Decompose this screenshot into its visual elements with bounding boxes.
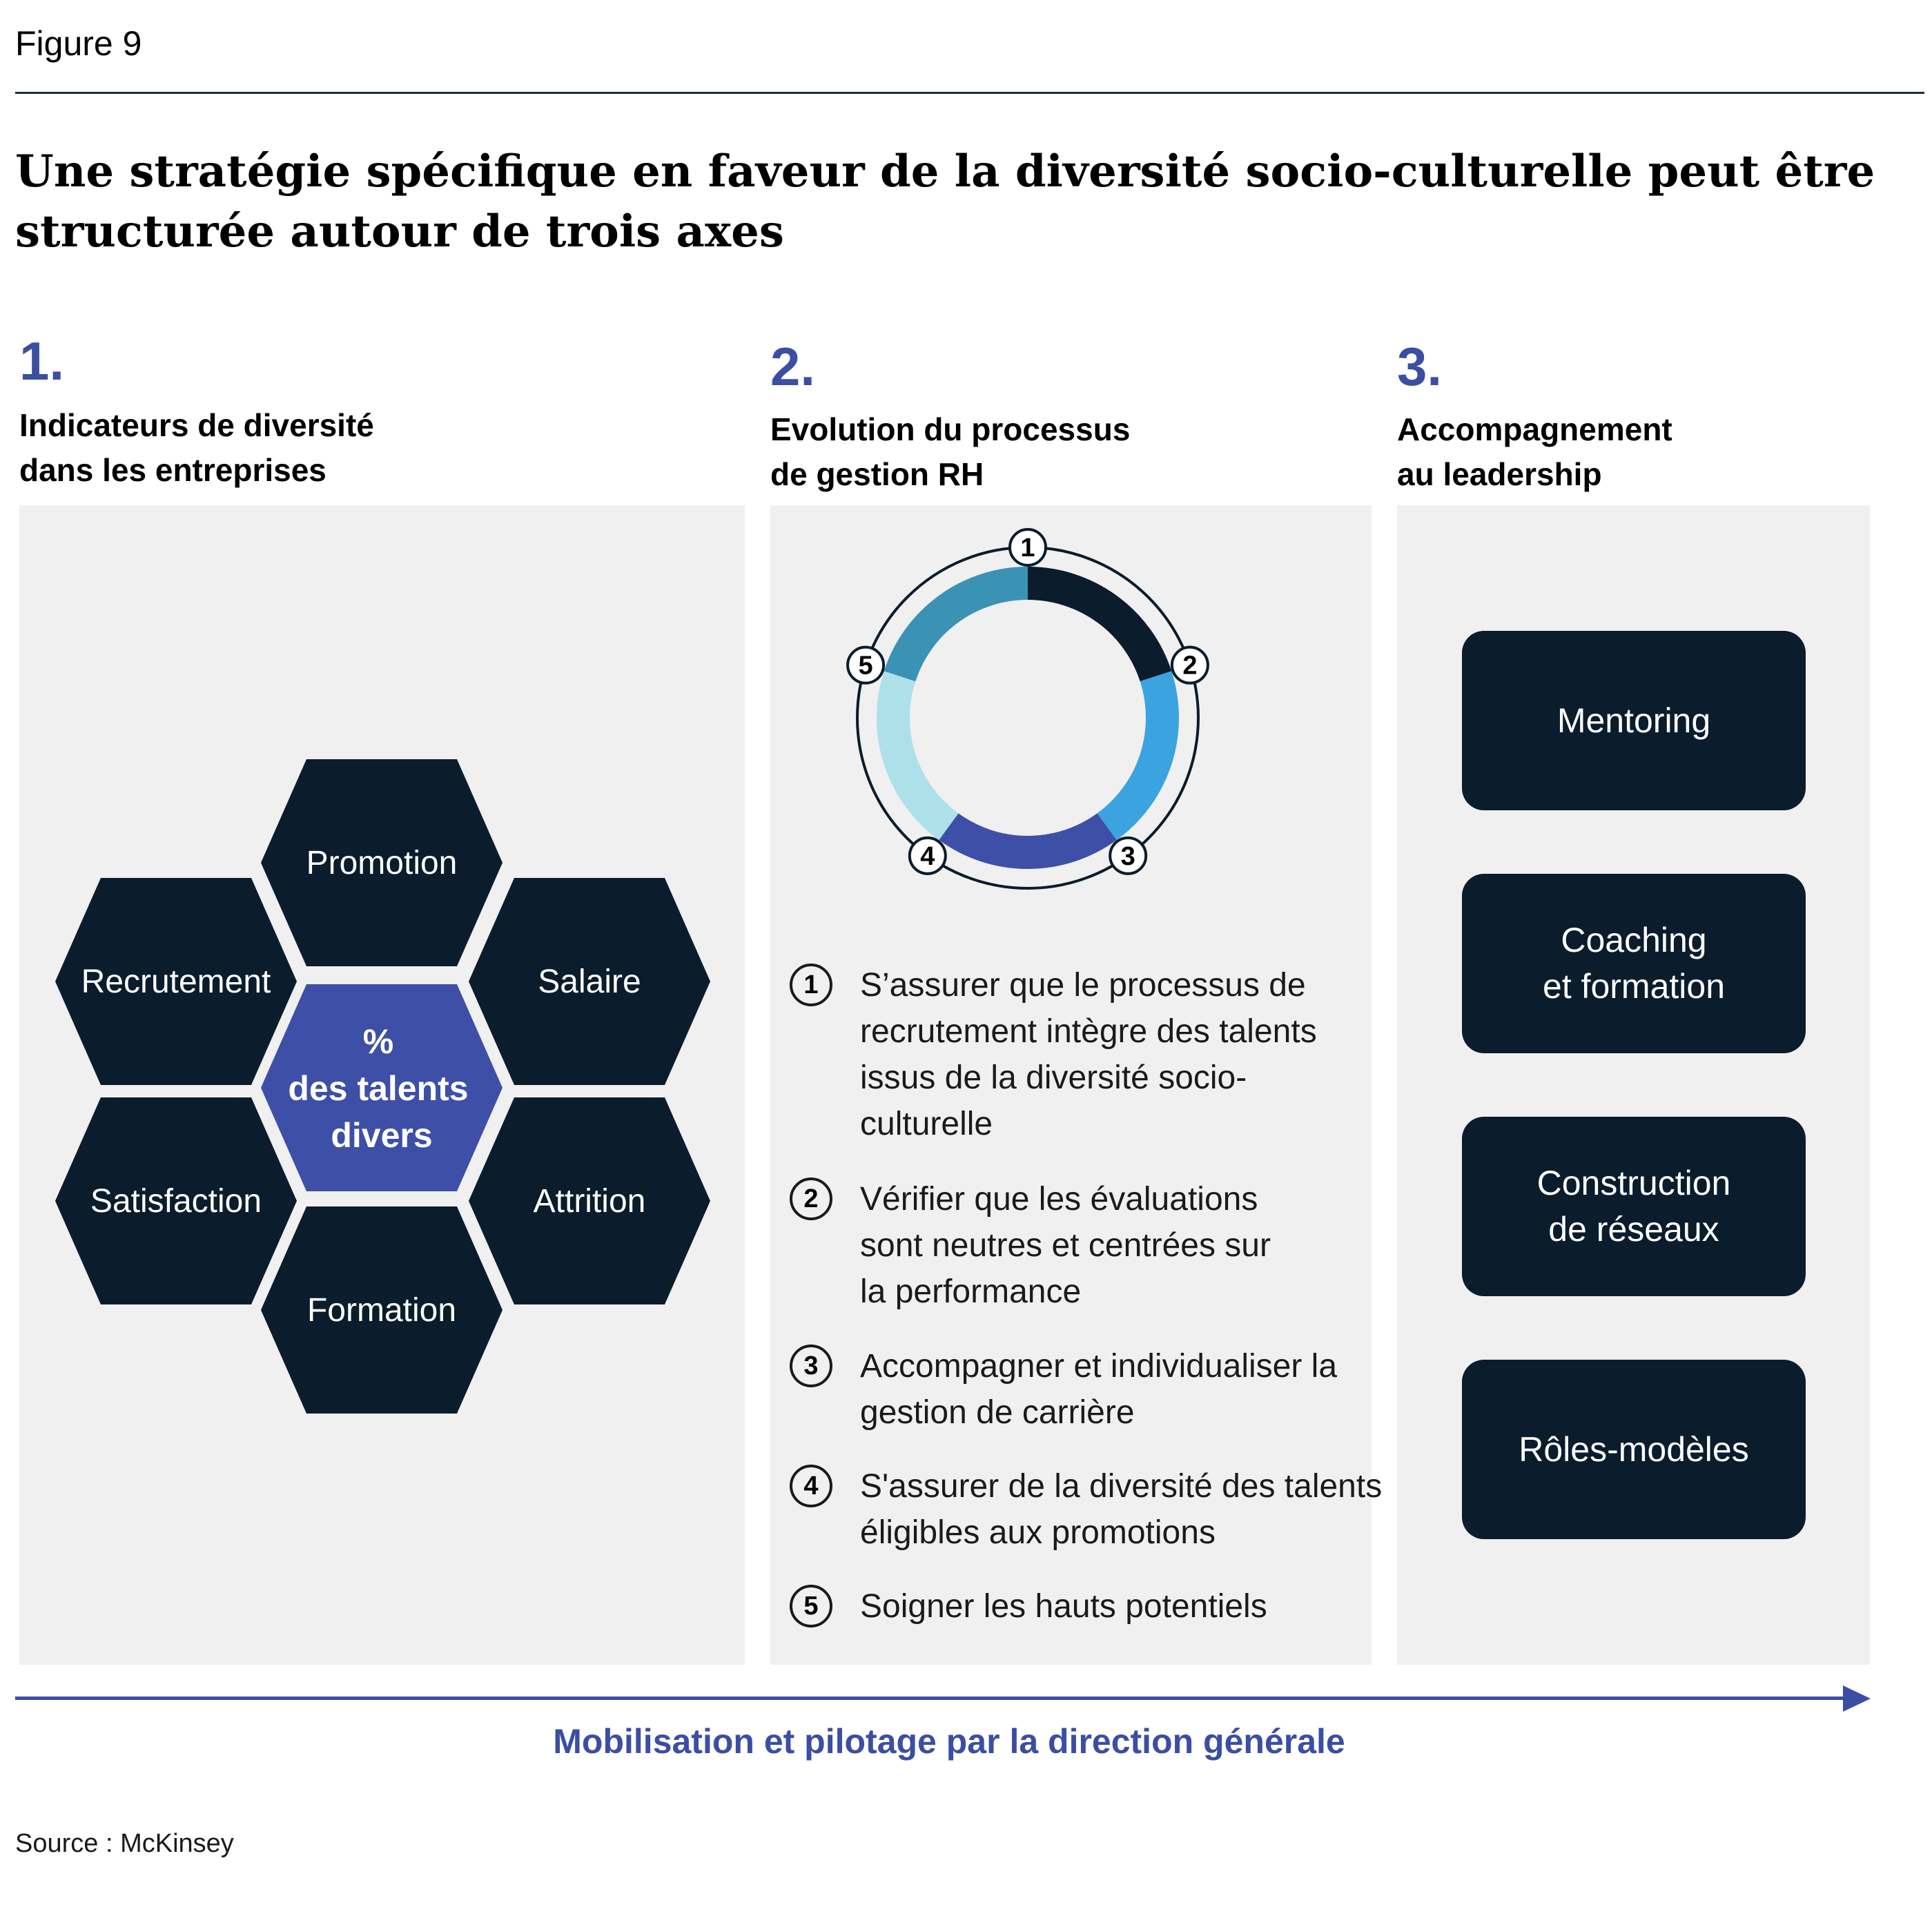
- hex-promotion-label: Promotion: [306, 845, 458, 881]
- column-3-heading: [1397, 407, 1672, 497]
- hex-formation-label: Formation: [306, 1292, 457, 1329]
- column-3-heading-line2: au leadership: [1397, 456, 1602, 492]
- column-3-heading-line1: Accompagnement: [1397, 411, 1672, 447]
- hex-recrutement-label: Recrutement: [81, 964, 271, 1000]
- hex-salaire-label: Salaire: [538, 964, 641, 1000]
- leadership-mentoring-label: Mentoring: [1557, 701, 1711, 740]
- figure-label: Figure 9: [15, 24, 142, 63]
- step-1-text: S’assurer que le processus de recrutement intègre des talents issus de la diversité socio-culturelle: [860, 967, 1317, 1142]
- step-4: [790, 1463, 1385, 1556]
- top-divider: [15, 92, 1924, 94]
- step-2-text: Vérifier que les évaluations sont neutres et centrées sur la performance: [860, 1181, 1271, 1310]
- step-5-text: Soigner les hauts potentiels: [860, 1588, 1267, 1625]
- column-1-heading: [19, 403, 374, 493]
- leadership-networks: [1462, 1117, 1806, 1296]
- cycle-badge-4-label: 4: [920, 841, 935, 871]
- arrow-right-icon: [1843, 1685, 1871, 1712]
- hex-center-line2: des talents: [288, 1069, 469, 1108]
- hex-center-line3: divers: [331, 1116, 433, 1155]
- step-4-text: S'assurer de la diversité des talents éligibles aux promotions: [860, 1468, 1383, 1551]
- leadership-role-models: [1462, 1360, 1806, 1539]
- column-2-number: 2.: [770, 336, 816, 397]
- figure-title: Une stratégie spécifique en faveur de la diversité socio-culturelle peut être structurée autour de trois axes: [15, 146, 1875, 257]
- hex-center-line1: %: [362, 1022, 394, 1061]
- step-5-badge: 5: [790, 1585, 832, 1627]
- cycle-badge-1-label: 1: [1020, 534, 1035, 563]
- column-1-heading-line1: Indicateurs de diversité: [19, 407, 374, 443]
- step-3: [790, 1343, 1357, 1436]
- cycle-badge-2-label: 2: [1182, 651, 1198, 681]
- column-1-heading-line2: dans les entreprises: [19, 452, 326, 488]
- step-1: [790, 962, 1329, 1147]
- leadership-coaching-label: Coaching et formation: [1542, 921, 1725, 1006]
- leadership-role-models-label: Rôles-modèles: [1519, 1429, 1749, 1469]
- bottom-caption: Mobilisation et pilotage par la direction générale: [553, 1722, 1345, 1761]
- column-3-number: 3.: [1397, 336, 1443, 397]
- column-2-heading-line2: de gestion RH: [770, 456, 984, 492]
- source-note: Source : McKinsey: [15, 1829, 234, 1858]
- step-2-badge: 2: [790, 1177, 832, 1220]
- timeline-arrow-line: [15, 1697, 1846, 1700]
- step-5: [790, 1583, 1385, 1630]
- step-3-badge: 3: [790, 1345, 832, 1387]
- leadership-networks-label: Construction de réseaux: [1536, 1164, 1731, 1249]
- leadership-coaching: [1462, 874, 1806, 1053]
- column-2-heading-line1: Evolution du processus: [770, 411, 1131, 447]
- step-2: [790, 1176, 1288, 1315]
- leadership-mentoring: [1462, 631, 1806, 810]
- step-3-text: Accompagner et individualiser la gestion de carrière: [860, 1348, 1338, 1431]
- column-1-number: 1.: [19, 331, 65, 391]
- hex-attrition-label: Attrition: [533, 1183, 646, 1220]
- step-1-badge: 1: [790, 964, 832, 1006]
- step-4-badge: 4: [790, 1465, 832, 1507]
- cycle-badge-3-label: 3: [1120, 841, 1135, 871]
- cycle-badge-5-label: 5: [858, 651, 873, 681]
- hex-satisfaction-label: Satisfaction: [90, 1183, 262, 1220]
- column-2-heading: [770, 407, 1130, 497]
